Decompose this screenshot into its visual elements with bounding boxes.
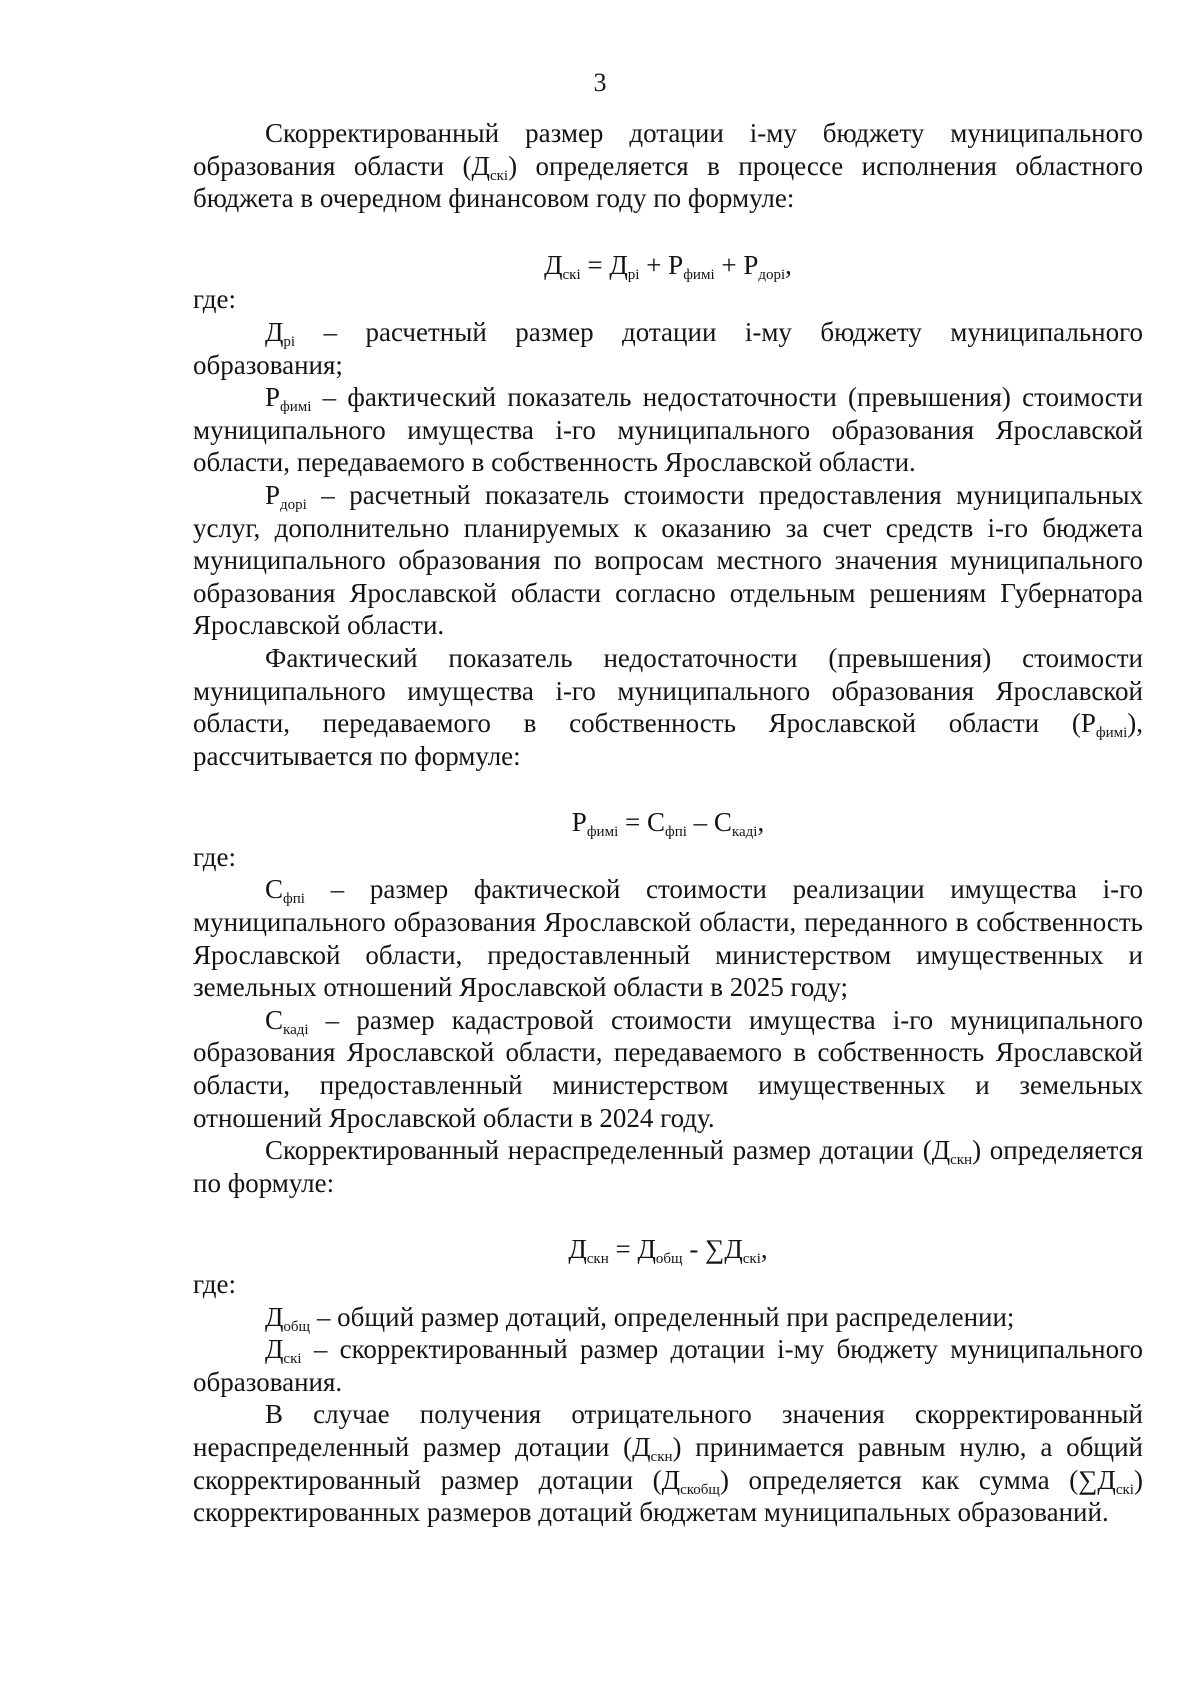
definition-d-pi: $Д_{рi}$ – расчетный размер дотации i-му бюджету муниципального образования; (193, 316, 1143, 380)
page-number: 3 (593, 68, 607, 97)
document-body (193, 117, 1143, 1529)
definition-d-obsh: $Д_{общ}$ – общий размер дотаций, определенный при распределении; (265, 1301, 1015, 1335)
formula-d-ski: $Д_{скi} = Д_{рi} + Р_{фимi} + Р_{дорi}$, (544, 249, 792, 283)
formula-d-skn: $Д_{скн} = Д_{общ} - \sum Д_{скi}$, (568, 1234, 768, 1268)
paragraph-corrected-dotation: Скорректированный размер дотации i-му бюджету муниципального образования области $(Д_{скi})$ определяется в процессе исполнения областного бюджета в очередном финансовом году по формуле: (193, 118, 1143, 214)
where-label-1: где: (193, 284, 236, 315)
formula-r-fimi: $Р_{фимi} = С_{фпi} - С_{кадi}$, (571, 807, 765, 841)
paragraph-undistributed: Скорректированный нераспределенный размер дотации $(Д_{скн})$ определяется по формуле: (193, 1135, 1143, 1198)
definition-r-dori: $Р_{дорi}$ – расчетный показатель стоимости предоставления муниципальных услуг, дополнительно планируемых к оказанию за счет средств i-го бюджета муниципального образования по вопросам местного значения муниципального образования Ярославской области согласно отдельным решениям Губернатора Ярославской области. (193, 479, 1143, 641)
paragraph-actual-indicator: Фактический показатель недостаточности (превышения) стоимости муниципального имущества i-го муниципального образования Ярославской области, передаваемого в собственность Ярославской области $(Р_{фимi})$, рассчитывается по формуле: (193, 642, 1143, 771)
definition-d-ski: $Д_{скi}$ – скорректированный размер дотации i-му бюджету муниципального образования. (193, 1334, 1143, 1397)
where-label-2: где: (193, 841, 236, 872)
paragraph-negative-case: В случае получения отрицательного значения скорректированный нераспределенный размер дотации $(Д_{скн})$ принимается равным нулю, а общий скорректированный размер дотации $(Д_{скобщ})$ определяется как сумма $(\sum Д_{скi})$ скорректированных размеров дотаций бюджетам муниципальных образований. (193, 1399, 1143, 1528)
where-label-3: где: (193, 1269, 236, 1299)
definition-c-kadi: $С_{кадi}$ – размер кадастровой стоимости имущества i-го муниципального образования Ярославской области, передаваемого в собственность Ярославской области, предоставленный министерством имущественных и земельных отношений Ярославской области в 2024 году. (193, 1004, 1143, 1133)
definition-c-fpi: $С_{фпi}$ – размер фактической стоимости реализации имущества i-го муниципального образования Ярославской области, переданного в собственность Ярославской области, предоставленный министерством имущественных и земельных отношений Ярославской области в 2025 году; (193, 874, 1143, 1003)
definition-r-fimi: $Р_{фимi}$ – фактический показатель недостаточности (превышения) стоимости муниципального имущества i-го муниципального образования Ярославской области, передаваемого в собственность Ярославской области. (193, 382, 1143, 478)
